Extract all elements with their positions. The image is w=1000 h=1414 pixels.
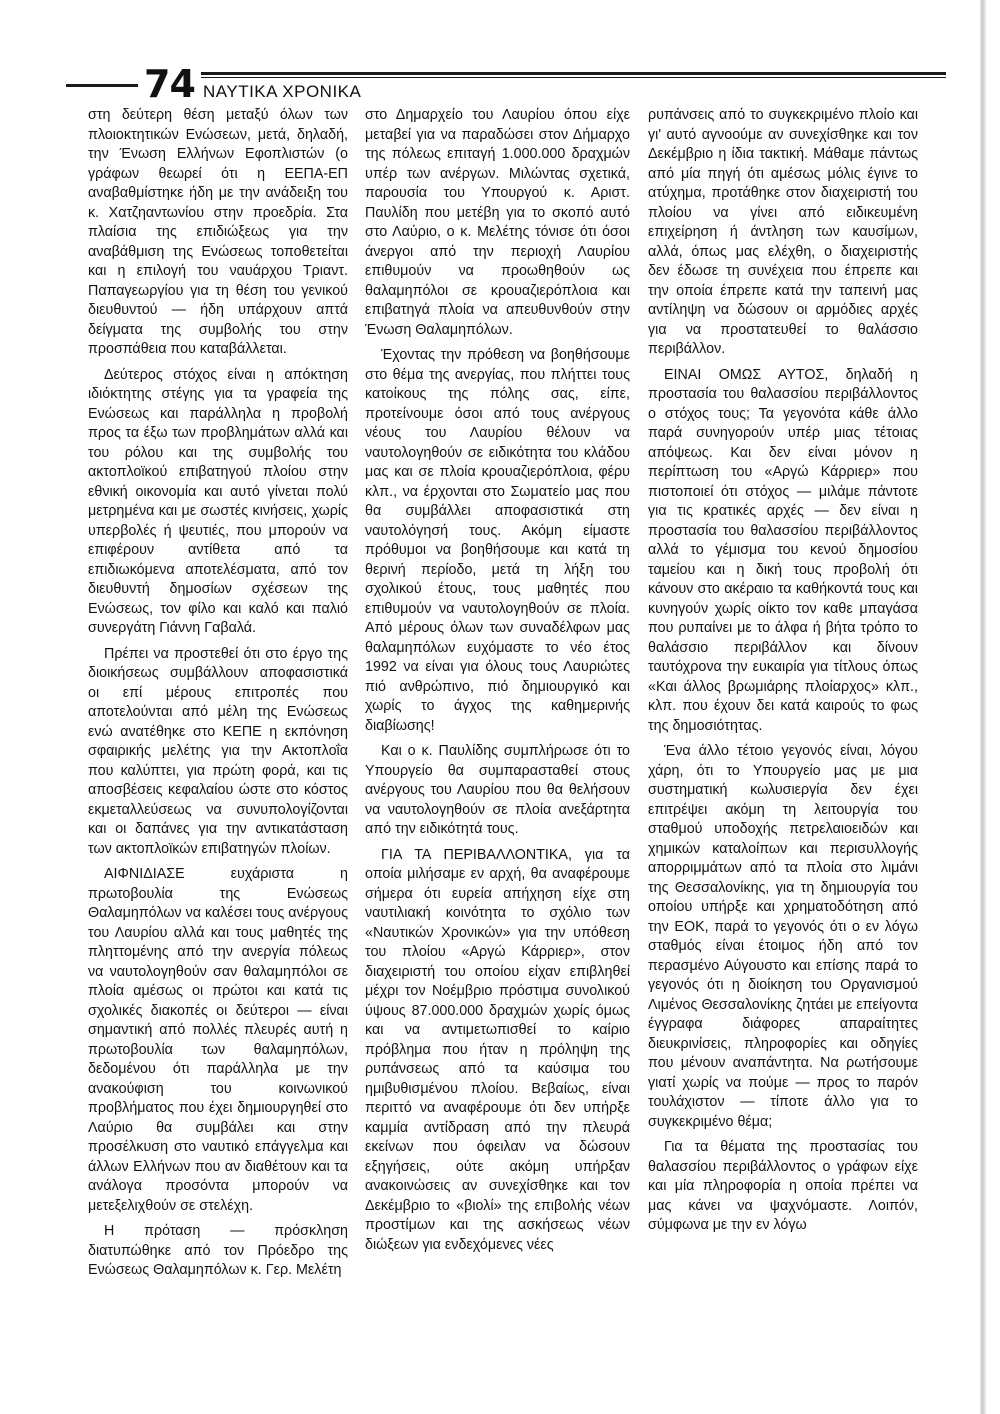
paragraph: Η πρόταση — πρόσκληση διατυπώθηκε από τον Πρόεδρο της Ενώσεως Θαλαμηπόλων κ. Γερ. Μελέτη	[88, 1223, 348, 1278]
paragraph: Δεύτερος στόχος είναι η απόκτηση ιδιόκτητης στέγης για τα γραφεία της Ενώσεως και παράλληλα η προβολή προς τα έξω των προβλημάτων αλλά και του ρόλου και της συμβολής του ακτοπλοϊκού επιβατηγού πλοίου στην εθνική οικονομία και αυτό γίνεται πολύ μετρημένα και με σωστές κινήσεις, χωρίς υπερβολές ή ψευτιές, που μπορούν να επιφέρουν αντίθετα από τα επιδιωκόμενα αποτελέσματα, από τον διευθυντή δημοσίων σχέσεων της Ενώσεως, τον φίλο και καλό και παλιό συνεργάτη Γιάννη Γαβαλά.	[88, 366, 348, 636]
paragraph: Για τα θέματα της προστασίας του θαλασσίου περιβάλλοντος ο γράφων είχε και μία πληροφορία η οποία πρέπει να μας κάνει να ψαχνόμαστε. Λοιπόν, σύμφωνα με την εν λόγω	[648, 1139, 918, 1233]
paragraph: Ένα άλλο τέτοιο γεγονός είναι, λόγου χάρη, ότι το Υπουργείο μας με μια συστηματική κωλυσιεργία δεν έχει επιτρέψει ακόμη τη λειτουργία του σταθμού υποδοχής πετρελαιοειδών και χημικών καταλοίπων και περισυλλογής απορριμμάτων από τα πλοία στο λιμάνι της Θεσσαλονίκης, για τη δημιουργία του οποίου υπήρξε και χρηματοδότηση από την ΕΟΚ, παρά το γεγονός ότι ο εν λόγω σταθμός είναι έτοιμος ήδη από τον περασμένο Αύγουστο και επίσης παρά το γεγονός ότι η διοίκηση του Οργανισμού Λιμένος Θεσσαλονίκης ζητάει με επείγοντα έγγραφα διάφορες απαραίτητες διευκρινίσεις, πληροφορίες και οδηγίες που μένουν αναπάντητα. Να ρωτήσουμε γιατί χωρίς να πούμε — προς το παρόν τουλάχιστον — τίποτε άλλο για το συγκεκριμένο θέμα;	[648, 743, 918, 1130]
paragraph: στη δεύτερη θέση μεταξύ όλων των πλοιοκτητικών Ενώσεων, μετά, δηλαδή, την Ένωση Ελλήνων Εφοπλιστών (ο γράφων θεωρεί ότι η ΕΕΠΑ-ΕΠ αναβαθμίστηκε ήδη με την ανάδειξη του κ. Χατζηαντωνίου στην προεδρία. Στα πλαίσια της επιδιώξεως για την αναβάθμιση της Ενώσεως τοποθετείται και η επιλογή του ναυάρχου Τριαντ. Παπαγεωργίου για τη θέση του γενικού διευθυντού — ήδη υπάρχουν απτά δείγματα της συμβολής του στην προσπάθεια που καταβάλλεται.	[88, 107, 348, 357]
paragraph: ΑΙΦΝΙΔΙΑΣΕ ευχάριστα η πρωτοβουλία της Ενώσεως Θαλαμηπόλων να καλέσει τους ανέργους του Λαυρίου αλλά και τους μαθητές της πληττομένης από την ανεργία πόλεως να ναυτολογηθούν σαν θαλαμηπόλοι σε πλοία αμέσως οι πρώτοι και κατά τις σχολικές διακοπές οι δεύτεροι — είναι σημαντική από πολλές πλευρές αυτή η πρωτοβουλία των θαλαμηπόλων, δεδομένου ότι παράλληλα με την ανακούφιση του κοινωνικού προβλήματος που έχει δημιουργηθεί στο Λαύριο θα συμβάλει και στην προσέλκυση στο ναυτικό επάγγελμα και άλλων Ελλήνων που αν διαθέτουν και τα ανάλογα προσόντα μπορούν να μετεξελιχθούν σε στελέχη.	[88, 866, 348, 1214]
paragraph: ΕΙΝΑΙ ΟΜΩΣ ΑΥΤΟΣ, δηλαδή η προστασία του θαλασσίου περιβάλλοντος ο στόχος τους; Τα γεγονότα κάθε άλλο παρά συνηγορούν υπέρ μιας τέτοιας απόψεως. Και δεν είναι μόνον η περίπτωση του «Αργώ Κάρριερ» που πιστοποιεί ότι στόχος — μιλάμε πάντοτε για τις κρατικές αρχές — δεν είναι η προστασία του θαλασσίου περιβάλλοντος αλλά το γέμισμα του κενού δημοσίου ταμείου και η δική τους προβολή ότι κάνουν στο ακέραιο τα καθήκοντά τους και κυνηγούν χωρίς οίκτο τον καθε μπαγάσα που ρυπαίνει με το άλφα ή βήτα τρόπο το θαλάσσιο περιβάλλον και δίνουν ταυτόχρονα την ευκαιρία για τίτλους όπως «Και άλλος βρωμιάρης πλοίαρχος» κλπ., κλπ. που έχουν δει κατά καιρούς το φως της δημοσιότητας.	[648, 366, 918, 734]
header-rule-left	[66, 84, 138, 87]
paragraph: ρυπάνσεις από το συγκεκριμένο πλοίο και γι' αυτό αγνοούμε αν συνεχίσθηκε και τον Δεκέμβριο η ίδια τακτική. Μάθαμε πάντως από μία πηγή ότι αμέσως μόλις έγινε το ατύχημα, προτάθηκε στον διαχειριστή του πλοίου να γίνει από ειδικευμένη επιχείρηση ή άντληση των καυσίμων, αλλά, όπως μας ελέχθη, ο διαχειριστής δεν έδωσε τη συνέχεια που έπρεπε και την οποία έπρεπε κατά την ταπεινή μας αντίληψη να δώσουν οι αρμόδιες αρχές για να προστατευθεί το θαλάσσιο περιβάλλον.	[648, 107, 918, 357]
publication-name: ΝΑΥΤΙΚΑ ΧΡΟΝΙΚΑ	[203, 82, 362, 101]
article-column-2	[365, 106, 630, 1376]
paragraph: ΓΙΑ ΤΑ ΠΕΡΙΒΑΛΛΟΝΤΙΚΑ, για τα οποία μιλήσαμε εν αρχή, θα αναφέρουμε σήμερα ότι ευρεία απήχηση είχε στη ναυτιλιακή κοινότητα το σχόλιο των «Ναυτικών Χρονικών» για την υπόθεση του πλοίου «Αργώ Κάρριερ», στον διαχειριστή του οποίου είχαν επιβληθεί μέχρι τον Νοέμβριο πρόστιμα συνολικού ύψους 87.000.000 δραχμών χωρίς όμως και να αντιμετωπισθεί το καίριο πρόβλημα που ήταν η πρόληψη της ρυπάνσεως από τα καύσιμα του ημιβυθισμένου πλοίου. Βεβαίως, είναι περιττό να αναφέρουμε ότι δεν υπήρξε καμμία αντίδραση από την πλευρά εκείνων που όφειλαν να δώσουν εξηγήσεις, ούτε ακόμη υπήρξαν ανακοινώσεις αν συνεχίσθηκε και τον Δεκέμβριο το «βιολί» της επιβολής νέων προστίμων και της ασκήσεως νέων διώξεων για ενδεχόμενες νέες	[365, 846, 630, 1253]
article-column-1	[88, 106, 348, 1376]
page-number: 74	[144, 62, 195, 106]
paragraph: Και ο κ. Παυλίδης συμπλήρωσε ότι το Υπουργείο θα συμπαρασταθεί στους ανέργους του Λαυρίου που θα θελήσουν να ναυτολογηθούν σε πλοία ανεξάρτητα από την ειδικότητά τους.	[365, 743, 630, 837]
article-column-3	[648, 106, 918, 1376]
paragraph: Πρέπει να προστεθεί ότι στο έργο της διοικήσεως συμβάλλουν αποφασιστικά οι επί μέρους επιτροπές που αποτελούνται από μέλη της Ενώσεως ενώ ανατέθηκε στο ΚΕΠΕ η εκπόνηση σφαιρικής μελέτης για την Ακτοπλοΐα που καλύπτει, για πρώτη φορά, και τις αποσβέσεις κεφαλαίου ώστε στο κόστος εκμεταλλεύσεως να συνυπολογίζονται και οι δαπάνες για την αντικατάσταση των ακτοπλοϊκών επιβατηγών πλοίων.	[88, 645, 348, 857]
page-header	[66, 62, 946, 106]
header-rule-right-thin	[201, 77, 946, 78]
page-edge-shadow	[980, 0, 986, 1414]
paragraph: στο Δημαρχείο του Λαυρίου όπου είχε μεταβεί για να παραδώσει στον Δήμαρχο της πόλεως επιταγή 1.000.000 δραχμών υπέρ των ανέργων. Μιλώντας σχετικά, παρουσία του Υπουργού κ. Αριστ. Παυλίδη που μετέβη για το σκοπό αυτό στο Λαύριο, ο κ. Μελέτης τόνισε ότι όσοι άνεργοι από την περιοχή Λαυρίου επιθυμούν να προωθηθούν ως θαλαμηπόλοι σε κρουαζιερόπλοια και επιβατηγά πλοία να απευθυνθούν στην Ένωση Θαλαμηπόλων.	[365, 107, 630, 338]
paragraph: Έχοντας την πρόθεση να βοηθήσουμε στο θέμα της ανεργίας, που πλήττει τους κατοίκους της πόλης σας, είπε, προτείνουμε όσοι από τους ανέργους νέους του Λαυρίου θέλουν να ναυτολογηθούν σε ειδικότητα του κλάδου μας και σε πλοία κρουαζιερόπλοια, φέρυ κλπ., να έρχονται στο Σωματείο μας που θα συμβάλλει αποφασιστικά στη ναυτολόγησή τους. Ακόμη είμαστε πρόθυμοι να βοηθήσουμε και κατά τη θερινή περίοδο, μετά τη λήξη του σχολικού έτους, τους μαθητές που επιθυμούν να ναυτολογηθούν σε πλοία. Από μέρους όλων των συναδέλφων μας θαλαμηπόλων ευχόμαστε το νέο έτος 1992 να είναι για όλους τους Λαυριώτες πιό ανθρώπινο, πιό δημιουργικό και χωρίς το άγχος της καθημερινής διαβίωσης!	[365, 347, 630, 734]
header-rule-right	[201, 72, 946, 75]
